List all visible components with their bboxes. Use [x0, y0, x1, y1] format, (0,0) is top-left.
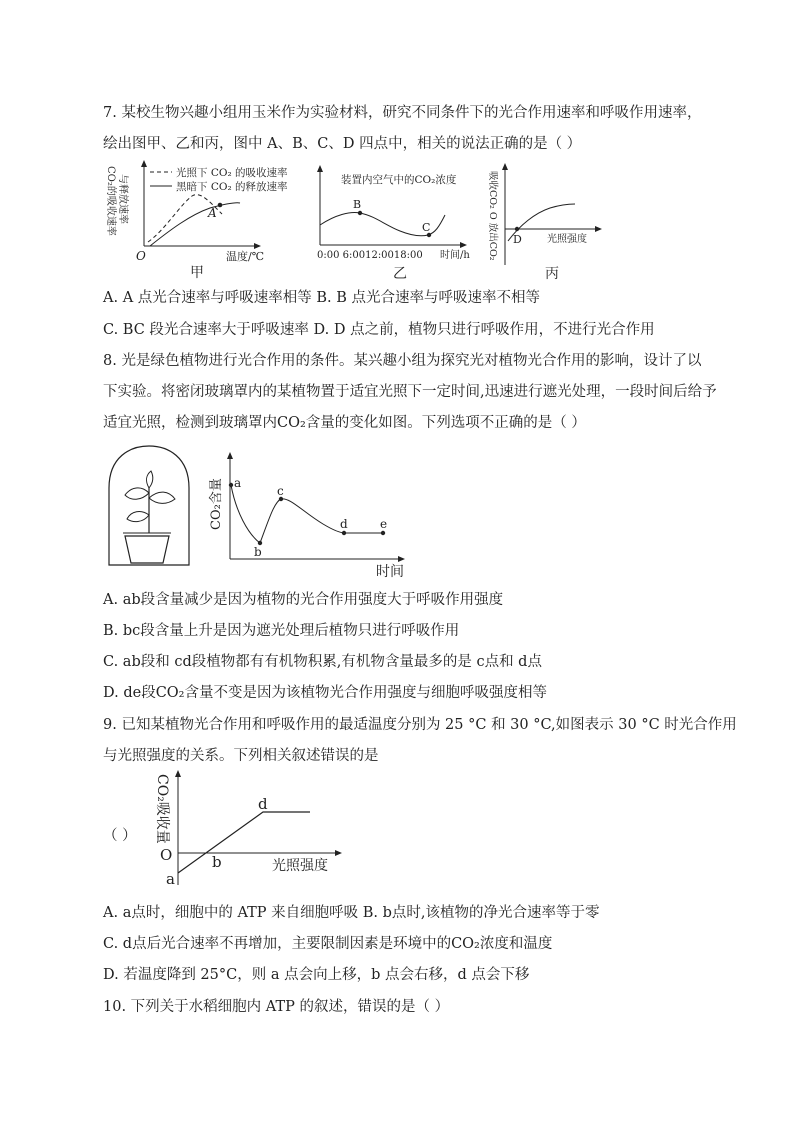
yi-title: 装置内空气中的CO₂浓度	[341, 174, 457, 186]
q9-stem-line2: 与光照强度的关系。下列相关叙述错误的是	[103, 748, 379, 764]
bing-x-arrow	[595, 226, 602, 232]
q7-figure-yi	[315, 165, 480, 285]
jia-legend-1: 光照下 CO₂ 的吸收速率	[176, 167, 288, 179]
q8-option-a: A. ab段含量减少是因为植物的光合作用强度大于呼吸作用强度	[103, 592, 504, 608]
q7-figure-jia	[100, 160, 330, 285]
yi-x-arrow	[460, 242, 467, 248]
q8-label-e: e	[380, 517, 388, 531]
q8-option-c: C. ab段和 cd段植物都有有机物积累,有机物含量最多的是 c点和 d点	[103, 654, 542, 670]
q9-ylabel: CO₂吸收量	[154, 774, 170, 844]
jia-solid-curve	[150, 203, 240, 246]
jia-ylabel-1: CO₂的吸收速率	[105, 166, 116, 236]
jia-xlabel: 温度/℃	[226, 250, 265, 263]
jia-point-a-label: A	[208, 206, 217, 220]
jia-x-arrow	[254, 243, 261, 249]
q8-option-d: D. de段CO₂含量不变是因为该植物光合作用强度与细胞呼吸强度相等	[103, 685, 547, 701]
q9-option-ab: A. a点时，细胞中的 ATP 来自细胞呼吸 B. b点时,该植物的净光合速率等于零	[103, 905, 600, 921]
q8-y-arrow	[227, 452, 233, 459]
q8-point-a	[229, 483, 233, 487]
q8-ylabel: CO₂含量	[209, 478, 224, 530]
q8-stem-line3: 适宜光照，检测到玻璃罩内CO₂含量的变化如图。下列选项不正确的是（ ）	[103, 415, 586, 431]
q8-label-d: d	[340, 517, 348, 531]
q8-bell-jar-plant	[105, 443, 195, 568]
q8-x-arrow	[398, 556, 405, 562]
q9-label-o: O	[160, 846, 173, 864]
q8-co2-graph	[198, 452, 413, 582]
q10-stem: 10. 下列关于水稻细胞内 ATP 的叙述，错误的是（ ）	[103, 999, 450, 1015]
q8-stem-line2: 下实验。将密闭玻璃罩内的某植物置于适宜光照下一定时间,迅速进行遮光处理，一段时间后给予	[103, 384, 717, 400]
yi-point-c-label: C	[422, 221, 431, 234]
q7-stem-line1: 7. 某校生物兴趣小组用玉米作为实验材料，研究不同条件下的光合作用速率和呼吸作用速率，	[103, 105, 702, 121]
jia-legend-2: 黑暗下 CO₂ 的释放速率	[176, 181, 288, 193]
q8-point-e	[381, 531, 385, 535]
plant-leaf-right	[149, 492, 175, 503]
bing-point-d	[515, 227, 519, 231]
q9-label-d: d	[258, 795, 268, 813]
q9-label-b: b	[212, 853, 222, 871]
q8-option-b: B. bc段含量上升是因为遮光处理后植物只进行呼吸作用	[103, 623, 460, 639]
jia-y-arrow	[141, 160, 147, 167]
q8-point-d	[342, 531, 346, 535]
q9-option-d: D. 若温度降到 25°C，则 a 点会向上移，b 点会右移，d 点会下移	[103, 967, 530, 983]
q8-stem-line1: 8. 光是绿色植物进行光合作用的条件。某兴趣小组为探究光对植物光合作用的影响，设计了以	[103, 353, 702, 369]
yi-point-b	[358, 211, 362, 215]
jia-point-a	[218, 203, 223, 208]
q7-options-1: A. A 点光合速率与呼吸速率相等 B. B 点光合速率与呼吸速率不相等	[103, 290, 541, 306]
q8-label-b: b	[254, 545, 262, 559]
q9-label-a: a	[166, 870, 175, 888]
yi-ticks: 0:00 6:0012:0018:00	[317, 250, 423, 261]
bing-caption: 丙	[545, 266, 559, 282]
bing-xlabel: 光照强度	[547, 234, 587, 245]
yi-point-b-label: B	[353, 198, 362, 211]
yi-y-arrow	[317, 165, 323, 172]
jia-caption: 甲	[190, 265, 204, 281]
q7-figure-bing	[480, 163, 605, 285]
q8-label-a: a	[234, 476, 242, 490]
q7-options-2: C. BC 段光合速率大于呼吸速率 D. D 点之前，植物只进行呼吸作用，不进行光合作用	[103, 322, 655, 338]
q9-stem-line1: 9. 已知某植物光合作用和呼吸作用的最适温度分别为 25 °C 和 30 °C,如图表示 30 °C 时光合作用	[103, 717, 737, 733]
q9-option-c: C. d点后光合速率不再增加，主要限制因素是环境中的CO₂浓度和温度	[103, 936, 553, 952]
q9-answer-paren: （ ）	[103, 828, 137, 844]
yi-caption: 乙	[393, 266, 407, 282]
q9-xlabel: 光照强度	[272, 858, 328, 874]
flower-pot	[125, 536, 169, 563]
q8-curve	[231, 485, 383, 543]
q9-graph	[150, 770, 350, 890]
yi-xlabel: 时间/h	[440, 250, 470, 261]
bing-y-arrow	[502, 163, 508, 170]
jia-ylabel-2: 与释放速率	[117, 174, 128, 224]
plant-leaf-left-top	[125, 488, 149, 499]
q8-xlabel: 时间	[376, 564, 404, 580]
q7-stem-line2: 绘出图甲、乙和丙，图中 A、B、C、D 四点中，相关的说法正确的是（ ）	[103, 136, 582, 152]
q8-label-c: c	[277, 484, 284, 498]
jia-origin: O	[136, 249, 146, 263]
q9-y-arrow	[175, 770, 181, 777]
bing-point-d-label: D	[513, 233, 522, 246]
plant-leaf-left-bottom	[127, 512, 149, 522]
plant-bud	[147, 471, 153, 488]
q9-x-arrow	[335, 850, 342, 856]
bing-ylabel: 吸收CO₂ O 放出CO₂	[487, 171, 498, 261]
